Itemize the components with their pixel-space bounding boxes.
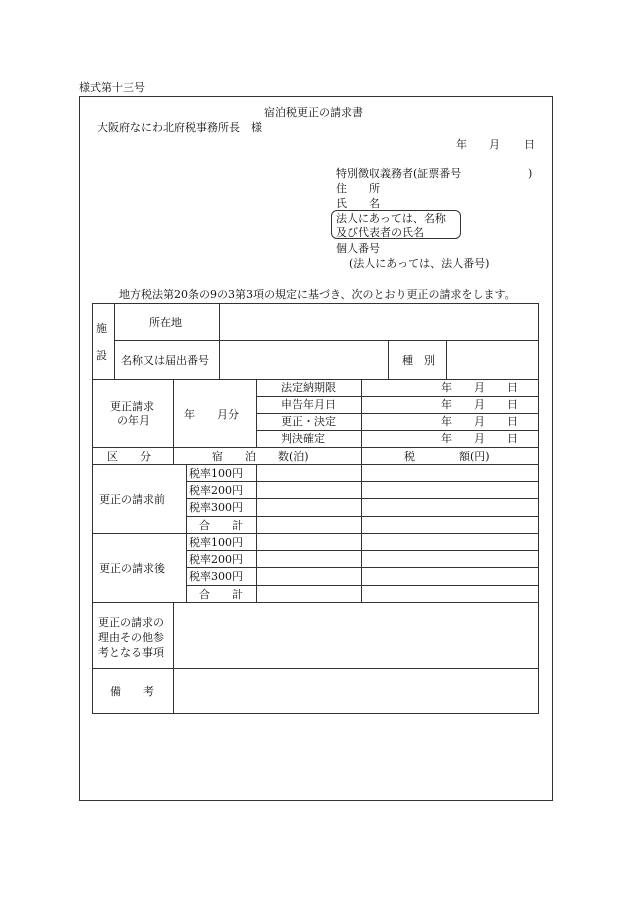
- name-label: 氏 名: [336, 197, 380, 210]
- personal-number-label: 個人番号: [336, 242, 380, 255]
- period-row-line-1: [256, 396, 539, 397]
- reason-label-3: 考となる事項: [98, 646, 164, 659]
- deadline-correction: 更正・決定: [281, 415, 336, 428]
- facility-type-value[interactable]: [449, 343, 536, 377]
- date-day: 日: [524, 138, 535, 151]
- column-category: 区 分: [107, 450, 151, 463]
- applicant-role-close: ): [528, 167, 533, 180]
- statement: 地方税法第20条の9の3第3項の規定に基づき、次のとおり更正の請求をします。: [119, 288, 516, 301]
- type-right-divider: [446, 340, 447, 380]
- table-left-border: [92, 303, 93, 714]
- type-left-divider: [388, 340, 389, 380]
- header-divider-2: [361, 447, 362, 464]
- deadline-legal-date: 年 月 日: [441, 381, 518, 394]
- reason-label-2: 理由その他参: [98, 631, 164, 644]
- period-bottom-line: [92, 447, 539, 448]
- reason-value[interactable]: [176, 605, 536, 666]
- remarks-value[interactable]: [176, 671, 536, 711]
- facility-mid-line: [114, 340, 539, 341]
- before-rate-300: 税率300円: [189, 501, 243, 514]
- form-number: 様式第十三号: [79, 81, 145, 94]
- before-bottom-line: [92, 533, 539, 534]
- facility-name-label: 名称又は届出番号: [121, 354, 209, 367]
- date-month: 月: [489, 138, 500, 151]
- reason-divider: [173, 602, 174, 714]
- corp-note-line-1: 法人にあっては、名称: [336, 212, 446, 225]
- reason-bottom-line: [92, 668, 539, 669]
- after-rate-200: 税率200円: [189, 553, 243, 566]
- deadline-legal: 法定納期限: [281, 381, 336, 394]
- deadline-declared: 申告年月日: [281, 398, 336, 411]
- period-label-divider: [173, 379, 174, 448]
- addressee: 大阪府なにわ北府税事務所長 様: [97, 121, 262, 134]
- deadline-judgment: 判決確定: [281, 432, 325, 445]
- address-label: 住 所: [336, 182, 380, 195]
- period-row-line-3: [256, 430, 539, 431]
- personal-number-note: (法人にあっては、法人番号): [349, 257, 490, 270]
- before-rate-200: 税率200円: [189, 484, 243, 497]
- after-rate-300: 税率300円: [189, 570, 243, 583]
- corp-note-line-2: 及び代表者の氏名: [336, 226, 424, 239]
- header-bottom-line: [92, 464, 539, 465]
- before-row-line-3: [186, 516, 539, 517]
- page-title: 宿泊税更正の請求書: [264, 106, 363, 119]
- before-total: 合 計: [199, 519, 243, 532]
- header-divider-1: [173, 447, 174, 464]
- before-rate-100: 税率100円: [189, 467, 243, 480]
- after-row-line-2: [186, 567, 539, 568]
- table-top-border: [92, 303, 539, 304]
- before-row-line-1: [186, 481, 539, 482]
- facility-label-bottom: 設: [96, 349, 107, 362]
- column-nights: 宿 泊 数(泊): [212, 450, 309, 463]
- after-rate-100: 税率100円: [189, 536, 243, 549]
- period-row-line-2: [256, 413, 539, 414]
- after-label: 更正の請求後: [99, 562, 165, 575]
- period-label-2: の年月: [117, 414, 150, 427]
- reason-label-1: 更正の請求の: [98, 616, 164, 629]
- facility-type-label: 種 別: [402, 354, 435, 367]
- after-total: 合 計: [199, 588, 243, 601]
- before-label: 更正の請求前: [99, 493, 165, 506]
- facility-label-top: 施: [96, 322, 107, 335]
- period-year-month: 年 月分: [184, 408, 239, 421]
- table-bottom-border: [92, 713, 539, 714]
- after-row-line-1: [186, 550, 539, 551]
- date-year: 年: [456, 138, 467, 151]
- facility-label-divider: [219, 303, 220, 380]
- after-bottom-line: [92, 602, 539, 603]
- facility-bottom-line: [92, 379, 539, 380]
- deadline-judgment-date: 年 月 日: [441, 432, 518, 445]
- deadline-declared-date: 年 月 日: [441, 398, 518, 411]
- facility-name-value[interactable]: [222, 343, 386, 377]
- after-row-line-3: [186, 585, 539, 586]
- deadline-correction-date: 年 月 日: [441, 415, 518, 428]
- before-row-line-2: [186, 498, 539, 499]
- location-value[interactable]: [222, 306, 536, 338]
- applicant-role: 特別徴収義務者(証票番号: [336, 167, 462, 180]
- column-tax: 税 額(円): [404, 450, 490, 463]
- table-right-border: [538, 303, 539, 714]
- location-label: 所在地: [149, 316, 182, 329]
- remarks-label: 備 考: [110, 685, 154, 698]
- facility-divider: [114, 303, 115, 380]
- period-label-1: 更正請求: [110, 400, 154, 413]
